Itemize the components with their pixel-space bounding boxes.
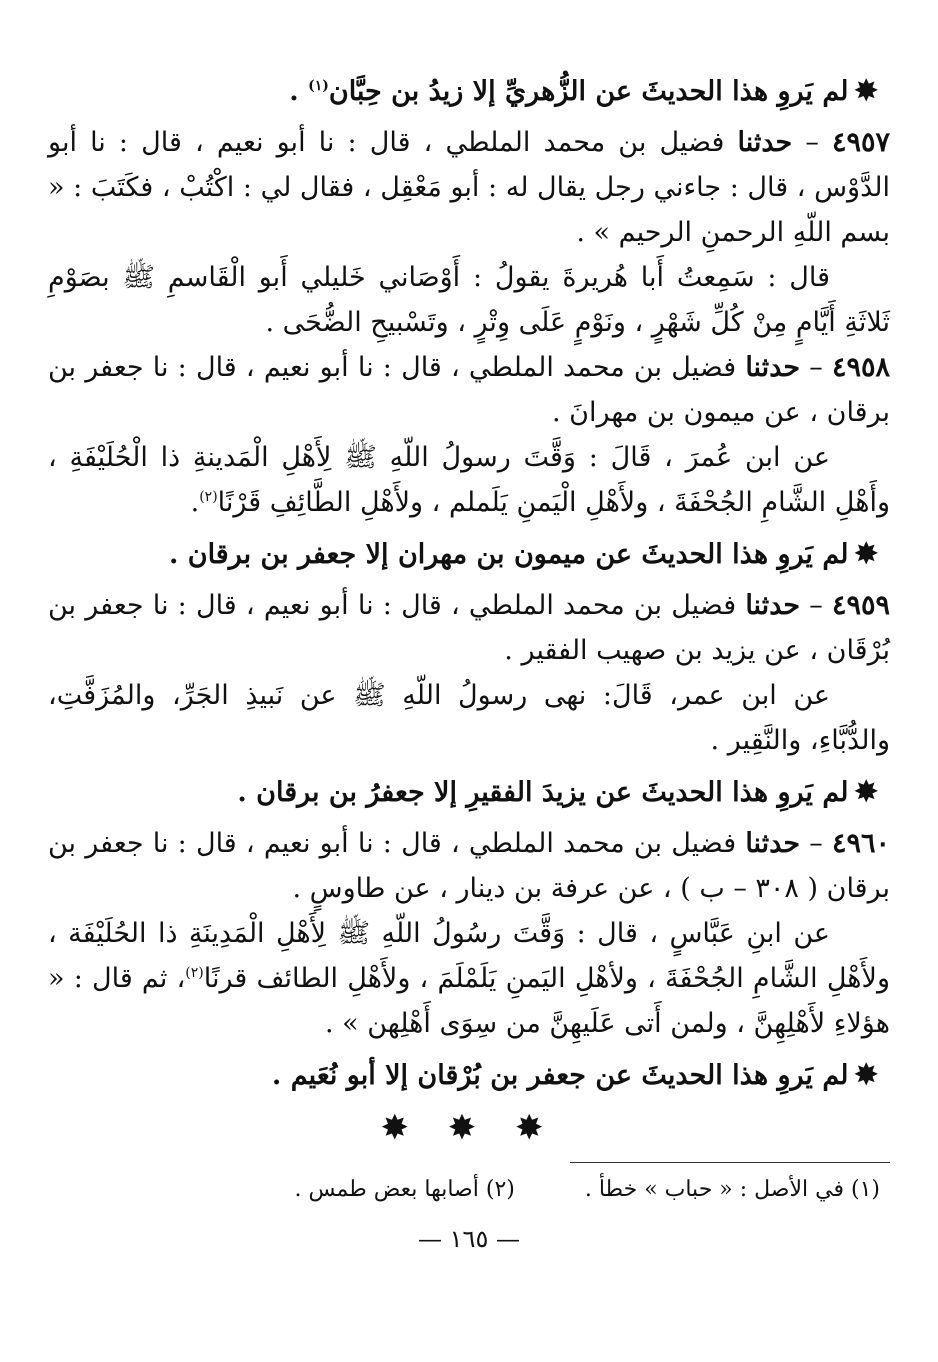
hadith-lead-word: حدثنا [745,828,801,859]
narrator-note [48,531,890,577]
hadith-lead-word: حدثنا [745,590,801,621]
matn-text: قال : سَمِعتُ أَبا هُريرةَ يقولُ : أَوْصَاني خَليلي أَبو الْقَاسمِ ﷺ بصَوْمِ ثَلاثَةِ أَيَّامٍ مِنْ كُلِّ شَهْرٍ ، ونَوْمٍ عَلَى وِتْرٍ ، وتَسْبيحِ الضُّحَى . [48,262,890,338]
star-bullet-icon: ✸ [854,74,878,107]
narrator-note [48,769,890,815]
matn-tail: ، ثم قال : « هؤلاءِ لأَهْلِهِنَّ ، ولمن أَتى عَلَيهِنَّ من سِوَى أَهْلِهن » . [48,963,890,1039]
hadith-isnad: ٤٩٥٨ – حدثنا فضيل بن محمد الملطي ، قال : نا أبو نعيم ، قال : نا جعفر بن برقان ، عن ميمون بن مهرانَ . [48,352,890,428]
footnote-ref: (٢) [199,489,218,505]
narrator-note [48,68,890,114]
hadith-lead-word: حدثنا [737,127,793,158]
hadith-isnad: ٤٩٥٧ – حدثنا فضيل بن محمد الملطي ، قال : نا أبو نعيم ، قال : نا أبو الدَّوْس ، قال : جاءني رجل يقال له : أبو مَعْقِل ، فقال لي : اكْتُبْ ، فكَتَبَ : « بسم اللّهِ الرحمنِ الرحيم » . [48,127,890,248]
hadith-matn [48,673,890,763]
matn-text: عن ابنِ عَبَّاسٍ ، قال : وَقَّتَ رسُولُ اللّهِ ﷺ لِأَهْلِ الْمَدِينَةِ ذا الحُلَيْفَة ، ولأَهْلِ الشَّامِ الجُحْفَةَ ، ولأهْلِ اليَمنِ يَلَمْلَمَ ، ولأَهْلِ الطائف قرنًا [48,918,890,994]
main-text [48,68,890,1098]
footnote-1: (١) في الأصل : « حباب » خطأ . [584,1177,880,1202]
hadith-isnad: ٤٩٥٩ – حدثنا فضيل بن محمد الملطي ، قال : نا أبو نعيم ، قال : نا جعفر بن بُرْقَان ، عن يزيد بن صهيب الفقير . [48,590,890,666]
star-bullet-icon: ✸ [854,1058,878,1091]
hadith-isnad: ٤٩٦٠ – حدثنا فضيل بن محمد الملطي ، قال : نا أبو نعيم ، قال : نا جعفر بن برقان ( ٣٠٨ – ب ) ، عن عرفة بن دينار ، عن طاوسٍ . [48,828,890,904]
note-text: لم يَروِ هذا الحديثَ عن الزُّهريِّ إلا زيدُ بن حِبَّان [328,76,849,107]
note-text: لم يَروِ هذا الحديثَ عن يزيدَ الفقيرِ إلا جعفرُ بن برقان . [237,777,849,808]
hadith-number: ٤٩٥٨ [831,352,890,383]
star-bullet-icon: ✸ [854,537,878,570]
hadith-number: ٤٩٥٧ [831,127,890,158]
narrator-note [48,1052,890,1098]
isnad-text: فضيل بن محمد الملطي ، قال : نا أبو نعيم ، قال : نا جعفر بن بُرْقَان ، عن يزيد بن صهيب الفقير . [48,590,890,666]
isnad-text: فضيل بن محمد الملطي ، قال : نا أبو نعيم ، قال : نا أبو الدَّوْس ، قال : جاءني رجل يقال له : أبو مَعْقِل ، فقال لي : اكْتُبْ ، فكَتَبَ : « بسم اللّهِ الرحمنِ الرحيم » . [48,127,890,248]
footnote-2: (٢) أصابها بعض طمس . [294,1177,515,1202]
hadith-matn [48,435,890,525]
note-text: لم يَروِ هذا الحديثَ عن جعفر بن بُرْقان إلا أبو نُعَيم . [271,1060,849,1091]
footnote-ref: (١) [308,78,329,94]
hadith-number: ٤٩٥٩ [831,590,890,621]
page-number: — ١٦٥ — [418,1225,520,1253]
footnote-ref: (٢) [185,965,204,981]
isnad-text: فضيل بن محمد الملطي ، قال : نا أبو نعيم ، قال : نا جعفر بن برقان ، عن ميمون بن مهرانَ . [48,352,890,428]
hadith-matn [48,255,890,345]
matn-text: عن ابن عُمرَ ، قَالَ : وَقَّتَ رسولُ اللّهِ ﷺ لِأَهْلِ الْمَدينةِ ذا الْحُلَيْفَةِ ، وأَهْلِ الشَّامِ الجُحْفَةَ ، ولأَهْلِ الْيَمنِ يَلَملم ، ولأَهْلِ الطَّائِفِ قَرْنًا [48,442,890,518]
footnotes [48,1173,890,1207]
hadith-number: ٤٩٦٠ [831,828,890,859]
hadith-lead-word: حدثنا [745,352,801,383]
note-tail: . [289,76,309,107]
isnad-text: فضيل بن محمد الملطي ، قال : نا أبو نعيم ، قال : نا جعفر بن برقان ( ٣٠٨ – ب ) ، عن عرفة بن دينار ، عن طاوسٍ . [48,828,890,904]
star-bullet-icon: ✸ [854,775,878,808]
footnote-rule [570,1162,890,1163]
note-text: لم يَروِ هذا الحديثَ عن ميمون بن مهران إلا جعفر بن برقان . [168,539,849,570]
matn-tail: . [190,487,200,518]
matn-text: عن ابن عمر، قَالَ: نهى رسولُ اللّهِ ﷺ عن نَبيذِ الجَرِّ، والمُزَفَّتِ، والدُّبَّاءِ، والنَّقِير . [48,680,890,756]
section-ornament: ✸ ✸ ✸ [380,1108,558,1148]
hadith-matn [48,911,890,1046]
